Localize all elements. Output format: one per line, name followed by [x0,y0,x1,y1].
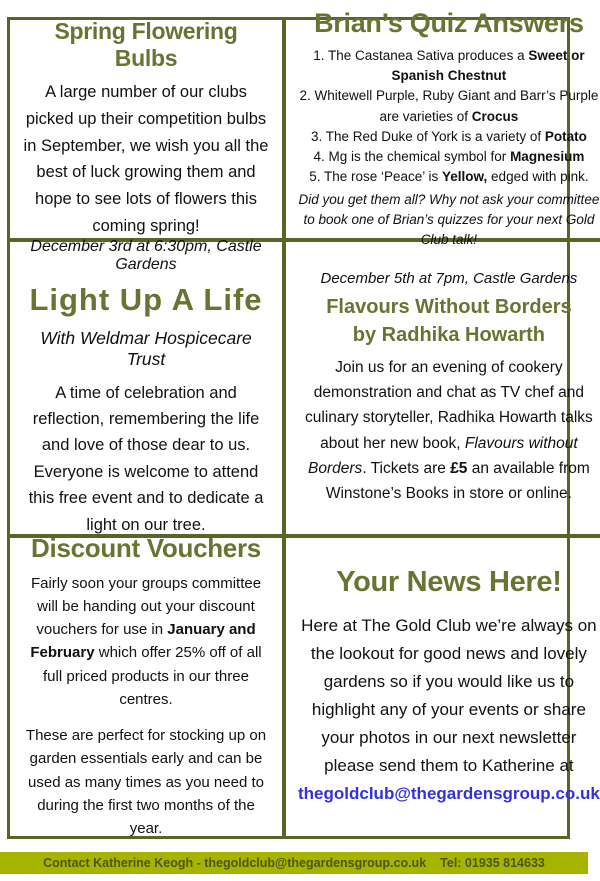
text-segment: Yellow, [442,169,488,185]
article-your-news-here [286,538,600,836]
text-segment: . Tickets are [362,459,451,477]
text-segment: Flavours without Borders [308,434,578,477]
text-segment: 3. The Red Duke of York is a variety of [310,128,545,144]
text-segment: Crocus [471,108,519,124]
quiz-footnote: Did you get them all? Why not ask your committee to book one of Brian’s quizzes for your next Gold Club talk! [298,191,600,248]
your-news-body [298,612,600,808]
text-segment: 4. Mg is the chemical symbol for [313,149,511,165]
text-segment: Magnesium [510,149,585,165]
your-news-title: Your News Here! [336,566,562,599]
discount-vouchers-title: Discount Vouchers [31,532,261,563]
text-segment: an available from Winstone’s Books in store or online. [325,459,590,502]
quiz-answer [298,86,600,127]
email-link[interactable]: thegoldclub@thegardensgroup.co.uk [298,783,600,803]
quiz-answer [298,46,600,87]
article-flavours-without-borders [286,242,600,538]
flavours-title [326,293,571,349]
quiz-answer-list [298,46,600,188]
text-segment: Here at The Gold Club we’re always on the lookout for good news and lovely gardens so if you would like us to highlight any of your events or share your photos in our next newsletter please send them to Katherine at [301,615,597,775]
text-segment: 1. The Castanea Sativa produces a [313,47,529,63]
spring-bulbs-title: Spring Flowering Bulbs [54,18,238,71]
text-segment: Join us for an evening of cookery demonstration and chat as TV chef and culinary storyteller, Radhika Howarth talks about her new book, [305,359,593,452]
article-quiz-answers [286,7,600,248]
contact-tel: Tel: 01935 814633 [440,856,545,870]
contact-bar [0,852,588,874]
event-dateline: December 5th at 7pm, Castle Gardens [320,270,578,288]
event-dateline: December 3rd at 6:30pm, Castle Gardens [30,238,262,274]
discount-vouchers-paragraph-1 [22,572,270,712]
article-discount-vouchers [10,532,286,838]
quiz-title: Brian’s Quiz Answers [314,7,584,38]
flavours-title-line1: Flavours Without Borders [326,296,572,319]
newsletter-grid [7,7,600,839]
light-up-a-life-title: Light Up A Life [29,282,263,318]
text-segment: January and February [30,621,256,662]
text-segment: Fairly soon your groups committee will be handing out your discount vouchers for use in [30,574,262,639]
spring-bulbs-body: A large number of our clubs picked up their competition bulbs in September, we wish you all the best of luck growing them and hope to see lots of flowers this coming spring! [23,83,269,235]
discount-vouchers-paragraph-2: These are perfect for stocking up on garden essentials early and can be used as many times as you need to during the first two months of the year. [25,727,267,838]
event-subtitle: With Weldmar Hospicecare Trust [40,327,252,369]
quiz-answer [298,147,600,167]
text-segment: 2. Whitewell Purple, Ruby Giant and Barr’s Purple are varieties of [299,88,599,124]
article-spring-bulbs [10,20,286,242]
quiz-answer [298,167,600,187]
contact-text: Contact Katherine Keogh - thegoldclub@thegardensgroup.co.uk [43,856,427,870]
text-segment: Sweet or Spanish Chestnut [391,47,585,84]
text-segment: 5. The rose ‘Peace’ is [309,169,443,185]
flavours-title-line2: by Radhika Howarth [352,324,546,347]
article-light-up-a-life [10,238,286,538]
text-segment: which offer 25% off of all full priced products in our three centres. [43,644,262,708]
light-up-a-life-body: A time of celebration and reflection, remembering the life and love of those dear to us. Everyone is welcome to attend this free event and to dedicate a light on our tree. [28,383,264,534]
flavours-body [298,355,600,506]
text-segment: Potato [544,128,587,144]
quiz-answer [298,127,600,147]
text-segment: edged with pink. [487,169,589,185]
text-segment: £5 [450,459,468,477]
